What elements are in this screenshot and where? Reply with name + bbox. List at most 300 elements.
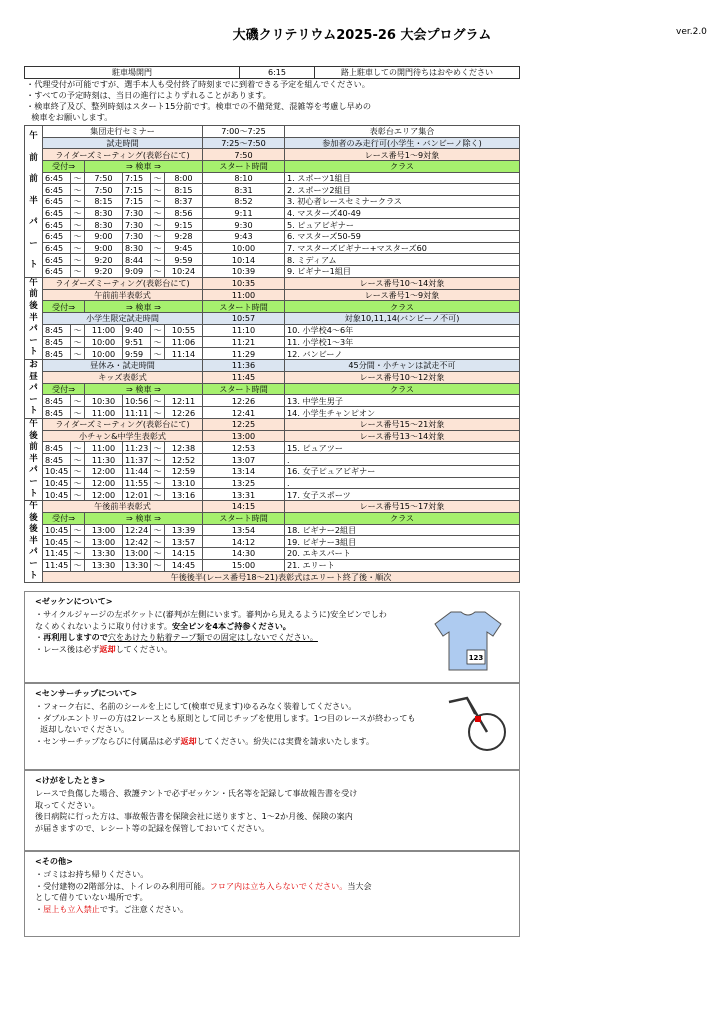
tilde: 〜 [71,324,85,336]
inspection-from: 7:15 [123,172,151,184]
header-reception: 受付⇒ [43,161,85,173]
general-notes [26,79,371,123]
parking-note: 路上駐車しての開門待ちはおやめください [315,67,520,79]
table-row [25,559,520,571]
start-time: 12:41 [203,407,285,419]
race-class: 17. 女子スポーツ [285,489,520,501]
tilde: 〜 [151,442,165,454]
table-row [25,524,520,536]
reception-to: 9:00 [85,242,123,254]
table-row [25,254,520,266]
header-reception: 受付⇒ [43,301,85,313]
tilde: 〜 [151,184,165,196]
race-class: 9. ビギナー1組目 [285,266,520,278]
table-row [25,359,520,371]
reception-to: 13:00 [85,524,123,536]
tilde: 〜 [151,242,165,254]
tilde: 〜 [151,266,165,278]
reception-from: 8:45 [43,324,71,336]
table-row [25,289,520,301]
start-time: 14:30 [203,548,285,560]
bib-number-box [24,591,520,683]
reception-from: 6:45 [43,207,71,219]
parking-table [24,66,520,79]
tilde: 〜 [151,172,165,184]
start-time: 14:12 [203,536,285,548]
table-row [25,489,520,501]
reception-to: 13:30 [85,559,123,571]
event-name: 午後前半表彰式 [43,501,203,513]
inspection-to: 8:00 [165,172,203,184]
reception-to: 9:00 [85,231,123,243]
other-box [24,851,520,937]
tilde: 〜 [151,407,165,419]
sensor-chip-heading: <センサーチップについて> [35,688,138,698]
tilde: 〜 [151,324,165,336]
inspection-from: 7:30 [123,231,151,243]
tilde: 〜 [71,231,85,243]
header-class: クラス [285,383,520,395]
table-row [25,395,520,407]
header-start: スタート時間 [203,161,285,173]
inspection-to: 14:45 [165,559,203,571]
header-inspection: ⇒ 検車 ⇒ [85,383,203,395]
inspection-from: 12:42 [123,536,151,548]
section-label: 午 後 前 半 パ ー ト [25,418,43,500]
page-title: 大磯クリテリウム2025-26 大会プログラム [232,28,492,43]
parking-time: 6:15 [240,67,315,79]
race-class: 21. エリート [285,559,520,571]
event-name: ライダーズミーティング(表彰台にて) [43,418,203,430]
tilde: 〜 [71,489,85,501]
inspection-from: 13:30 [123,559,151,571]
inspection-from: 8:30 [123,242,151,254]
event-note: 参加者のみ走行可(小学生・バンビーノ除く) [285,137,520,149]
header-reception: 受付⇒ [43,383,85,395]
reception-to: 9:20 [85,254,123,266]
reception-to: 8:15 [85,196,123,208]
inspection-to: 13:10 [165,477,203,489]
start-time: 8:52 [203,196,285,208]
reception-to: 8:30 [85,219,123,231]
tilde: 〜 [151,207,165,219]
reception-to: 7:50 [85,172,123,184]
reception-to: 12:00 [85,477,123,489]
inspection-from: 9:51 [123,336,151,348]
table-row [25,348,520,360]
reception-from: 10:45 [43,465,71,477]
chip-line: ・フォーク右に、名前のシールを上にして(検車で見ます)ゆるみなく装着してください。 [35,701,357,712]
table-row [25,442,520,454]
start-time: 12:53 [203,442,285,454]
inspection-from: 11:37 [123,454,151,466]
tilde: 〜 [71,219,85,231]
start-time: 11:10 [203,324,285,336]
reception-from: 10:45 [43,536,71,548]
tilde: 〜 [151,395,165,407]
event-time: 14:15 [203,501,285,513]
table-row [25,277,520,289]
reception-to: 11:30 [85,454,123,466]
reception-from: 8:45 [43,395,71,407]
header-reception: 受付⇒ [43,512,85,524]
reception-to: 10:30 [85,395,123,407]
start-time: 9:43 [203,231,285,243]
other-line: ・屋上も立入禁止です。ご注意ください。 [35,903,189,914]
inspection-to: 9:28 [165,231,203,243]
reception-from: 10:45 [43,524,71,536]
race-class: . [285,454,520,466]
tilde: 〜 [151,336,165,348]
tilde: 〜 [151,489,165,501]
event-name: ライダーズミーティング(表彰台にて) [43,149,203,161]
event-time: 7:00〜7:25 [203,126,285,138]
event-note: 45分間・小チャンは試走不可 [285,359,520,371]
inspection-to: 12:11 [165,395,203,407]
reception-to: 7:50 [85,184,123,196]
start-time: 12:26 [203,395,285,407]
reception-to: 13:00 [85,536,123,548]
tilde: 〜 [151,196,165,208]
tilde: 〜 [151,559,165,571]
race-class: 14. 小学生チャンピオン [285,407,520,419]
inspection-from: 10:56 [123,395,151,407]
reception-from: 8:45 [43,454,71,466]
tilde: 〜 [151,548,165,560]
injury-box [24,770,520,851]
race-class: 13. 中学生男子 [285,395,520,407]
race-class: . [285,477,520,489]
inspection-to: 11:06 [165,336,203,348]
table-row [25,196,520,208]
race-class: 2. スポーツ2組目 [285,184,520,196]
start-time: 8:10 [203,172,285,184]
event-note: レース番号10〜12対象 [285,371,520,383]
tilde: 〜 [151,348,165,360]
inspection-to: 12:26 [165,407,203,419]
table-row [25,371,520,383]
event-time: 13:00 [203,430,285,442]
inspection-to: 9:45 [165,242,203,254]
reception-to: 8:30 [85,207,123,219]
inspection-from: 12:24 [123,524,151,536]
section-label: 午 前 後 半 パ ー ト [25,277,43,359]
inspection-from: 7:30 [123,207,151,219]
table-row [25,430,520,442]
table-row [25,184,520,196]
inspection-from: 9:09 [123,266,151,278]
inspection-to: 8:37 [165,196,203,208]
start-time: 11:21 [203,336,285,348]
event-name: 集団走行セミナー [43,126,203,138]
tilde: 〜 [71,348,85,360]
bib-line: ・サイクルジャージの左ポケットに(審判が左側にいます。審判から見えるように)安全ピンでしわ [35,609,387,620]
inspection-from: 7:15 [123,184,151,196]
event-time: 11:00 [203,289,285,301]
injury-line: 後日病院に行った方は、事故報告書を保険会社に送りますと、1〜2か月後、保険の案内 [35,811,353,822]
table-row [25,219,520,231]
table-row [25,548,520,560]
race-class: 12. バンビーノ [285,348,520,360]
header-class: クラス [285,512,520,524]
reception-to: 9:20 [85,266,123,278]
reception-from: 6:45 [43,254,71,266]
event-time: 7:50 [203,149,285,161]
inspection-from: 13:00 [123,548,151,560]
inspection-from: 7:30 [123,219,151,231]
header-inspection: ⇒ 検車 ⇒ [85,161,203,173]
tilde: 〜 [71,242,85,254]
reception-from: 8:45 [43,407,71,419]
event-name: キッズ表彰式 [43,371,203,383]
tilde: 〜 [71,465,85,477]
jersey-number: 123 [468,654,484,662]
reception-to: 10:00 [85,336,123,348]
inspection-to: 8:15 [165,184,203,196]
parking-label: 駐車場開門 [25,67,240,79]
tilde: 〜 [71,196,85,208]
table-row [25,313,520,325]
table-row [25,207,520,219]
table-row [25,137,520,149]
tilde: 〜 [71,559,85,571]
race-class: 19. ビギナー3組目 [285,536,520,548]
start-time: 13:54 [203,524,285,536]
tilde: 〜 [151,454,165,466]
event-name: 小学生限定試走時間 [43,313,203,325]
race-class: 4. マスターズ40-49 [285,207,520,219]
header-start: スタート時間 [203,301,285,313]
race-class: 7. マスターズビギナー+マスターズ60 [285,242,520,254]
event-time: 11:45 [203,371,285,383]
inspection-from: 12:01 [123,489,151,501]
header-inspection: ⇒ 検車 ⇒ [85,301,203,313]
reception-to: 10:00 [85,348,123,360]
header-class: クラス [285,161,520,173]
inspection-from: 11:11 [123,407,151,419]
jersey-icon [433,610,503,672]
header-start: スタート時間 [203,383,285,395]
injury-line: が届きますので、レシート等の記録を保管しておいてください。 [35,822,270,833]
reception-from: 8:45 [43,336,71,348]
note-line: ・すべての予定時刻は、当日の進行によりずれることがあります。 [26,90,271,100]
inspection-from: 11:44 [123,465,151,477]
other-heading: <その他> [35,856,73,866]
table-row [25,336,520,348]
schedule-table [24,125,520,583]
reception-to: 13:30 [85,548,123,560]
inspection-to: 14:15 [165,548,203,560]
event-time: 7:25〜7:50 [203,137,285,149]
race-class: 18. ビギナー2組目 [285,524,520,536]
event-name: ライダーズミーティング(表彰台にて) [43,277,203,289]
race-class: 10. 小学校4〜6年 [285,324,520,336]
inspection-from: 11:23 [123,442,151,454]
table-row [25,126,520,138]
start-time: 13:14 [203,465,285,477]
tilde: 〜 [151,524,165,536]
inspection-from: 11:55 [123,477,151,489]
bib-line: なくめくれないように取り付けます。安全ピンを4本ご持参ください。 [35,620,291,631]
inspection-from: 7:15 [123,196,151,208]
event-note: レース番号1〜9対象 [285,289,520,301]
inspection-from: 9:40 [123,324,151,336]
race-class: 6. マスターズ50-59 [285,231,520,243]
table-row [25,301,520,313]
reception-from: 6:45 [43,231,71,243]
start-time: 9:30 [203,219,285,231]
race-class: 15. ピュアツー [285,442,520,454]
inspection-to: 10:55 [165,324,203,336]
other-line: ・ゴミはお持ち帰りください。 [35,869,149,880]
event-time: 11:36 [203,359,285,371]
bib-number-heading: <ゼッケンについて> [35,596,113,606]
inspection-to: 12:38 [165,442,203,454]
start-time: 13:07 [203,454,285,466]
inspection-to: 13:16 [165,489,203,501]
event-time: 12:25 [203,418,285,430]
event-note: 対象10,11,14(バンビーノ不可) [285,313,520,325]
table-row [25,536,520,548]
tilde: 〜 [151,465,165,477]
tilde: 〜 [71,254,85,266]
reception-from: 6:45 [43,172,71,184]
event-name: 午前前半表彰式 [43,289,203,301]
table-row [25,149,520,161]
final-award-note: 午後後半(レース番号18〜21)表彰式はエリート終了後・順次 [43,571,520,583]
tilde: 〜 [71,266,85,278]
table-row [25,161,520,173]
tilde: 〜 [71,454,85,466]
event-name: 小チャン&中学生表彰式 [43,430,203,442]
tilde: 〜 [71,172,85,184]
race-class: 5. ピュアビギナー [285,219,520,231]
reception-to: 11:00 [85,324,123,336]
inspection-to: 12:59 [165,465,203,477]
inspection-to: 11:14 [165,348,203,360]
inspection-to: 9:15 [165,219,203,231]
tilde: 〜 [71,548,85,560]
bib-line: ・再利用しますので穴をあけたり粘着テープ類での固定はしないでください。 [35,632,318,643]
table-row [25,477,520,489]
table-row [25,501,520,513]
event-note: レース番号15〜17対象 [285,501,520,513]
inspection-from: 9:59 [123,348,151,360]
tilde: 〜 [151,231,165,243]
inspection-from: 8:44 [123,254,151,266]
note-line: 検車をお願いします。 [26,112,113,122]
reception-from: 11:45 [43,548,71,560]
event-name: 昼休み・試走時間 [43,359,203,371]
race-class: 11. 小学校1〜3年 [285,336,520,348]
table-row [25,242,520,254]
reception-to: 11:00 [85,442,123,454]
tilde: 〜 [151,219,165,231]
bicycle-wheel-icon [445,694,511,756]
race-class: 1. スポーツ1組目 [285,172,520,184]
start-time: 13:31 [203,489,285,501]
start-time: 10:14 [203,254,285,266]
start-time: 10:39 [203,266,285,278]
version-label: ver.2.0 [676,27,707,37]
injury-line: レースで負傷した場合、救護テントで必ずゼッケン・氏名等を記録して事故報告書を受け [35,788,358,799]
section-label: 午 後 後 半 パ ー ト [25,501,43,583]
reception-from: 10:45 [43,477,71,489]
reception-from: 10:45 [43,489,71,501]
reception-to: 12:00 [85,465,123,477]
race-class: 8. ミディアム [285,254,520,266]
inspection-to: 12:52 [165,454,203,466]
chip-line: ・ダブルエントリーの方は2レースとも原則として同じチップを使用します。1つ目のレースが終わっても [35,712,416,723]
tilde: 〜 [71,184,85,196]
injury-heading: <けがをしたとき> [35,775,106,785]
table-row [25,231,520,243]
other-line: ・受付建物の2階部分は、トイレのみ利用可能。フロア内は立ち入らないでください。当大会 [35,880,372,891]
event-note: レース番号13〜14対象 [285,430,520,442]
race-class: 3. 初心者レースセミナークラス [285,196,520,208]
reception-from: 6:45 [43,266,71,278]
start-time: 13:25 [203,477,285,489]
table-row [25,266,520,278]
race-class: 20. エキスパート [285,548,520,560]
inspection-to: 10:24 [165,266,203,278]
event-time: 10:57 [203,313,285,325]
other-line: として借りていない場所です。 [35,892,148,903]
tilde: 〜 [151,477,165,489]
start-time: 15:00 [203,559,285,571]
start-time: 10:00 [203,242,285,254]
start-time: 8:31 [203,184,285,196]
reception-from: 8:45 [43,348,71,360]
table-row [25,512,520,524]
tilde: 〜 [71,524,85,536]
chip-line: 返却しないでください。 [35,724,130,735]
table-row [25,407,520,419]
note-line: ・代理受付が可能ですが、選手本人も受付終了時刻までに到着できる予定を組んでください。 [26,79,370,89]
event-time: 10:35 [203,277,285,289]
event-note: 表彰台エリア集合 [285,126,520,138]
tilde: 〜 [71,442,85,454]
sensor-chip-box [24,683,520,770]
event-note: レース番号1〜9対象 [285,149,520,161]
section-label: お 昼 パ ー ト [25,359,43,418]
event-note: レース番号10〜14対象 [285,277,520,289]
header-start: スタート時間 [203,512,285,524]
reception-to: 12:00 [85,489,123,501]
event-note: レース番号15〜21対象 [285,418,520,430]
tilde: 〜 [151,254,165,266]
inspection-to: 13:39 [165,524,203,536]
table-row [25,465,520,477]
chip-line: ・センサーチップならびに付属品は必ず返却してください。紛失には実費を請求いたします。 [35,735,375,746]
tilde: 〜 [71,477,85,489]
note-line: ・検車終了及び、整列時刻はスタート15分前です。検車での不備発覚、混雑等を考慮し早めの [26,101,372,111]
start-time: 11:29 [203,348,285,360]
table-row [25,571,520,583]
inspection-to: 9:59 [165,254,203,266]
header-inspection: ⇒ 検車 ⇒ [85,512,203,524]
race-class: 16. 女子ピュアビギナー [285,465,520,477]
inspection-to: 8:56 [165,207,203,219]
header-class: クラス [285,301,520,313]
inspection-to: 13:57 [165,536,203,548]
injury-line: 取ってください。 [35,799,100,810]
reception-from: 6:45 [43,242,71,254]
reception-from: 6:45 [43,184,71,196]
table-row [25,324,520,336]
section-label: 午 前 前 半 パ ー ト [25,126,43,278]
table-row [25,172,520,184]
